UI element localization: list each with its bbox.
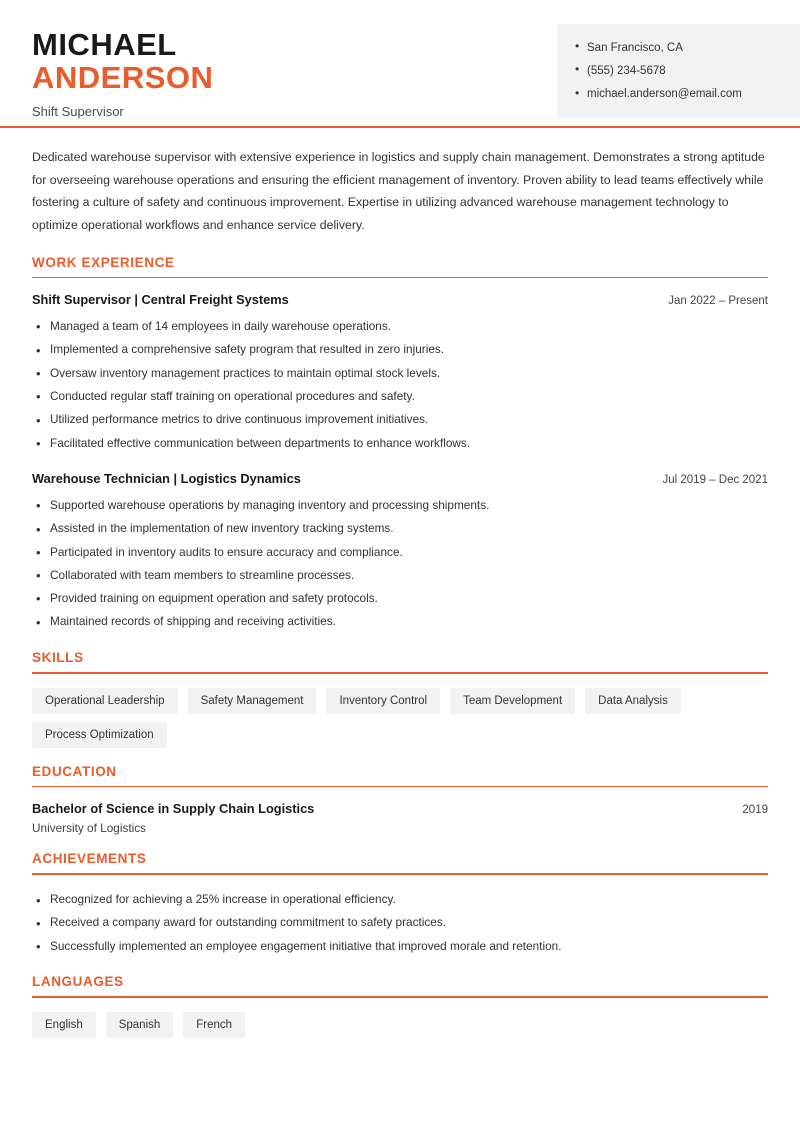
list-item: • Collaborated with team members to streamline processes. (32, 564, 768, 587)
education-school: University of Logistics (32, 821, 147, 835)
skill-chip: Data Analysis (585, 688, 681, 714)
section-skills (32, 650, 768, 748)
contact-email: • michael.anderson@email.com (575, 83, 784, 106)
list-item: • Utilized performance metrics to drive continuous improvement initiatives. (32, 409, 768, 432)
language-chip: English (32, 1012, 96, 1038)
list-item: • Maintained records of shipping and receiving activities. (32, 611, 768, 634)
section-divider (32, 786, 768, 788)
list-item: • Managed a team of 14 employees in daily warehouse operations. (32, 315, 768, 338)
language-chip: French (183, 1012, 245, 1038)
header-identity (32, 22, 213, 119)
list-item: • Provided training on equipment operation and safety protocols. (32, 587, 768, 610)
section-title-skills: SKILLS (32, 650, 84, 665)
section-divider (32, 873, 768, 875)
list-item: • Facilitated effective communication between departments to enhance workflows. (32, 432, 768, 455)
list-item: • Received a company award for outstanding commitment to safety practices. (32, 912, 768, 935)
achievements-list (32, 889, 768, 959)
skill-chip: Team Development (450, 688, 575, 714)
contact-box (557, 24, 800, 118)
skill-chip: Safety Management (188, 688, 317, 714)
list-item: • Recognized for achieving a 25% increase in operational efficiency. (32, 889, 768, 912)
skills-chip-list (32, 688, 768, 748)
header-divider (0, 126, 800, 128)
page-bottom-space (32, 1038, 768, 1078)
skill-chip: Process Optimization (32, 722, 167, 748)
skill-chip: Operational Leadership (32, 688, 178, 714)
section-divider (32, 996, 768, 998)
skill-chip: Inventory Control (326, 688, 440, 714)
job-title: Shift Supervisor (32, 103, 124, 119)
work-entry (32, 292, 768, 455)
contact-location: • San Francisco, CA (575, 36, 784, 59)
work-entry (32, 471, 768, 634)
first-name: MICHAEL (32, 27, 177, 62)
section-achievements (32, 851, 768, 958)
section-title-achievements: ACHIEVEMENTS (32, 851, 147, 866)
work-entry-date: Jul 2019 – Dec 2021 (662, 474, 768, 487)
work-entry-head (32, 471, 768, 486)
resume-body (0, 128, 800, 1078)
work-entry-bullets (32, 494, 768, 634)
list-item: • Conducted regular staff training on operational procedures and safety. (32, 385, 768, 408)
education-degree: Bachelor of Science in Supply Chain Logistics (32, 801, 315, 816)
work-entry-title: Shift Supervisor | Central Freight Systems (32, 292, 289, 308)
education-year: 2019 (742, 804, 768, 816)
resume-header (0, 0, 800, 128)
list-item: • Participated in inventory audits to ensure accuracy and compliance. (32, 541, 768, 564)
section-title-languages: LANGUAGES (32, 974, 124, 990)
contact-phone: • (555) 234-5678 (575, 59, 784, 82)
list-item: • Implemented a comprehensive safety program that resulted in zero injuries. (32, 339, 768, 362)
list-item: • Oversaw inventory management practices to maintain optimal stock levels. (32, 362, 768, 385)
last-name: ANDERSON (32, 60, 214, 96)
section-work-experience (32, 255, 768, 634)
list-item: • Assisted in the implementation of new inventory tracking systems. (32, 518, 768, 541)
section-divider (32, 277, 768, 279)
section-divider (32, 672, 768, 674)
education-entry (32, 801, 768, 835)
work-entry-title: Warehouse Technician | Logistics Dynamics (32, 471, 301, 487)
work-entry-bullets (32, 315, 768, 455)
summary-text: Dedicated warehouse supervisor with extensive experience in logistics and supply chain management. Demonstrates a strong aptitude for overseeing warehouse operations and ensuring the efficient management of inventory. Proven ability to lead teams effectively while fostering a culture of safety and continuous improvement. Expertise in utilizing advanced warehouse management technology to optimize operational workflows and enhance service delivery. (32, 150, 765, 233)
language-chip: Spanish (106, 1012, 174, 1038)
section-languages (32, 974, 768, 1038)
languages-chip-list (32, 1012, 768, 1038)
section-education (32, 764, 768, 836)
work-entry-head (32, 292, 768, 307)
section-title-work-experience: WORK EXPERIENCE (32, 254, 175, 270)
section-title-education: EDUCATION (32, 763, 117, 779)
list-item: • Supported warehouse operations by managing inventory and processing shipments. (32, 494, 768, 517)
work-entry-date: Jan 2022 – Present (668, 295, 768, 308)
list-item: • Successfully implemented an employee engagement initiative that improved morale and retention. (32, 935, 768, 958)
education-entry-head (32, 801, 768, 816)
